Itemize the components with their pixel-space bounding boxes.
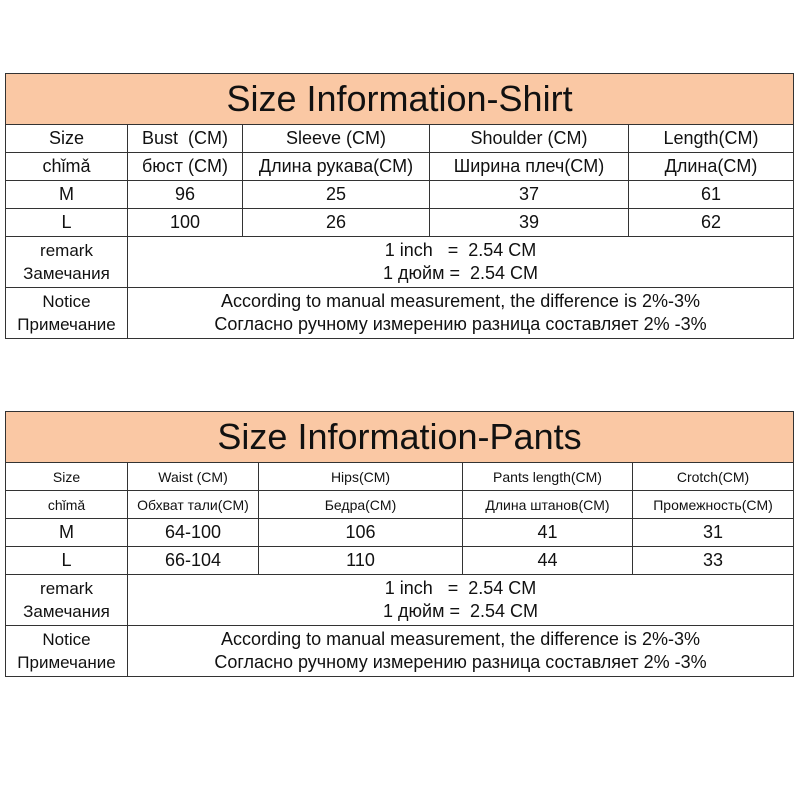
pants-cell-crotch: 31 (633, 519, 794, 547)
shirt-table-title: Size Information-Shirt (6, 74, 794, 125)
pants-remark-row (6, 575, 794, 626)
pants-header-waist-ru: Обхват тали(CM) (128, 491, 259, 519)
pants-header-pants-length-ru: Длина штанов(CM) (463, 491, 633, 519)
remark-label-en: remark (40, 241, 93, 260)
shirt-row-m (6, 181, 794, 209)
pants-header-hips-ru: Бедра(CM) (259, 491, 463, 519)
shirt-cell-size: L (6, 209, 128, 237)
notice-label-en: Notice (42, 630, 91, 649)
shirt-header-sleeve: Sleeve (CM) (243, 125, 430, 153)
shirt-header-size-ru: chǐmǎ (6, 153, 128, 181)
pants-cell-pants-length: 41 (463, 519, 633, 547)
pants-cell-size: M (6, 519, 128, 547)
shirt-cell-bust: 96 (128, 181, 243, 209)
notice-line-en: According to manual measurement, the difference is 2%-3% (221, 629, 700, 649)
notice-line-ru: Согласно ручному измерению разница составляет 2% -3% (214, 314, 707, 334)
shirt-cell-size: M (6, 181, 128, 209)
pants-row-m (6, 519, 794, 547)
shirt-header-length-ru: Длина(CM) (629, 153, 794, 181)
shirt-cell-length: 62 (629, 209, 794, 237)
remark-line-inch: 1 inch = 2.54 CM (384, 240, 537, 260)
shirt-remark-label (6, 237, 128, 288)
notice-line-en: According to manual measurement, the difference is 2%-3% (221, 291, 700, 311)
pants-cell-pants-length: 44 (463, 547, 633, 575)
shirt-header-bust: Bust (CM) (128, 125, 243, 153)
shirt-header-bust-ru: бюст (CM) (128, 153, 243, 181)
shirt-cell-shoulder: 39 (430, 209, 629, 237)
notice-label-en: Notice (42, 292, 91, 311)
notice-label-ru: Примечание (17, 653, 116, 672)
shirt-notice-label (6, 288, 128, 339)
shirt-remark-text (128, 237, 794, 288)
notice-label-ru: Примечание (17, 315, 116, 334)
notice-line-ru: Согласно ручному измерению разница составляет 2% -3% (214, 652, 707, 672)
pants-cell-waist: 66-104 (128, 547, 259, 575)
shirt-header-shoulder-ru: Ширина плеч(CM) (430, 153, 629, 181)
pants-header-row-en (6, 463, 794, 491)
remark-label-ru: Замечания (23, 264, 110, 283)
remark-line-duym: 1 дюйм = 2.54 CM (383, 263, 539, 283)
shirt-cell-sleeve: 25 (243, 181, 430, 209)
remark-line-duym: 1 дюйм = 2.54 CM (383, 601, 538, 621)
pants-table-title: Size Information-Pants (6, 412, 794, 463)
pants-header-crotch: Crotch(CM) (633, 463, 794, 491)
pants-remark-label (6, 575, 128, 626)
shirt-size-table (5, 73, 794, 339)
pants-header-crotch-ru: Промежность(CM) (633, 491, 794, 519)
pants-header-hips: Hips(CM) (259, 463, 463, 491)
shirt-header-shoulder: Shoulder (CM) (430, 125, 629, 153)
pants-notice-row (6, 626, 794, 677)
shirt-header-row-ru (6, 153, 794, 181)
remark-label-en: remark (40, 579, 93, 598)
shirt-cell-bust: 100 (128, 209, 243, 237)
shirt-remark-row (6, 237, 794, 288)
pants-notice-label (6, 626, 128, 677)
remark-line-inch: 1 inch = 2.54 CM (384, 578, 537, 598)
pants-cell-hips: 106 (259, 519, 463, 547)
pants-cell-crotch: 33 (633, 547, 794, 575)
pants-remark-text (128, 575, 794, 626)
shirt-header-row-en (6, 125, 794, 153)
shirt-notice-row (6, 288, 794, 339)
shirt-header-sleeve-ru: Длина рукава(CM) (243, 153, 430, 181)
shirt-notice-text (128, 288, 794, 339)
pants-notice-text (128, 626, 794, 677)
remark-label-ru: Замечания (23, 602, 110, 621)
pants-header-pants-length: Pants length(CM) (463, 463, 633, 491)
pants-cell-hips: 110 (259, 547, 463, 575)
pants-size-table (5, 411, 794, 677)
pants-cell-waist: 64-100 (128, 519, 259, 547)
pants-header-row-ru (6, 491, 794, 519)
pants-header-waist: Waist (CM) (128, 463, 259, 491)
pants-cell-size: L (6, 547, 128, 575)
shirt-header-size: Size (6, 125, 128, 153)
pants-header-size-ru: chǐmǎ (6, 491, 128, 519)
shirt-cell-length: 61 (629, 181, 794, 209)
shirt-cell-shoulder: 37 (430, 181, 629, 209)
shirt-cell-sleeve: 26 (243, 209, 430, 237)
shirt-header-length: Length(CM) (629, 125, 794, 153)
pants-header-size: Size (6, 463, 128, 491)
pants-row-l (6, 547, 794, 575)
shirt-row-l (6, 209, 794, 237)
